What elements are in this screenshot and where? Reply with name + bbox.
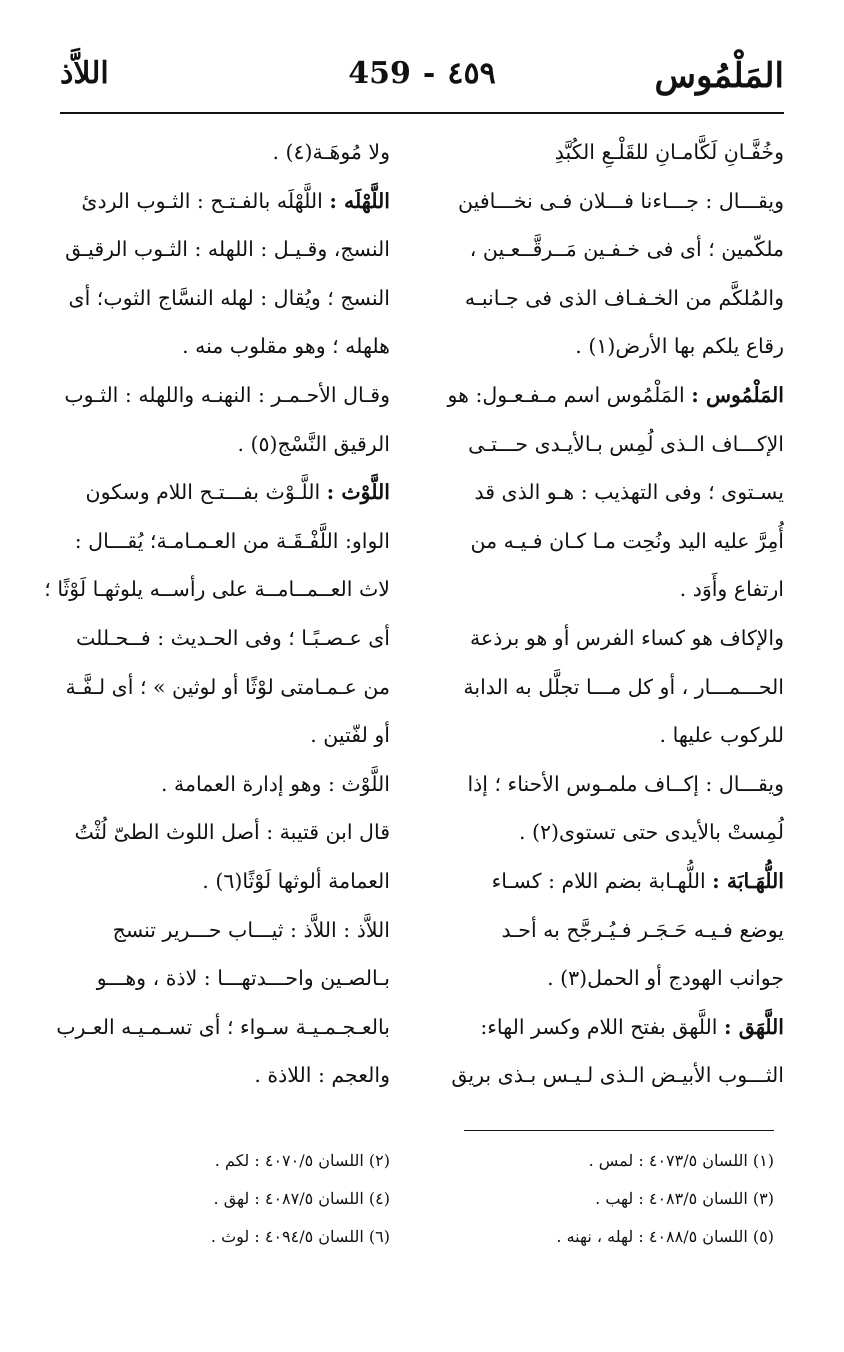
text-line: [50, 322, 390, 371]
text-line: [444, 1051, 784, 1100]
page-number-dash: -: [422, 56, 436, 91]
line-text: والإكاف هو كساء الفرس أو هو برذعة: [470, 625, 784, 650]
line-text: بـالصـين واحـــدتهـــا : لاذة ، وهـــو: [96, 966, 390, 991]
line-text: لُمِستْ بالأيدى حتى تستوى(٢) .: [518, 820, 784, 845]
text-line: [444, 468, 784, 517]
line-text: يوضع فـيـه حَـجَـر فـيُـرجَّح به أحـد: [501, 917, 784, 942]
right-column: [444, 128, 784, 1100]
text-line: [444, 1003, 784, 1052]
line-text: اللَّوْث : وهو إدارة العمامة .: [161, 771, 390, 796]
line-text: اللُّهـابة بضم اللام : كسـاء: [491, 868, 713, 893]
line-text: والمُلكَّم من الخـفـاف الذى فى جـانبـه: [464, 285, 784, 310]
text-line: [50, 614, 390, 663]
entry-headword: اللَّوْث :: [326, 480, 390, 505]
line-text: الإكـــاف الـذى لُمِس بـالأيـدى حـــتـى: [468, 431, 784, 456]
text-line: [50, 1051, 390, 1100]
footnote: (٣) اللسان ٤٠٨٣/٥ : لهب .: [595, 1189, 774, 1208]
text-line: [444, 857, 784, 906]
line-text: اللَّهْلَه بالفـتـح : الثـوب الردئ: [81, 188, 330, 213]
line-text: أُمِرَّ عليه اليد ونُحِت مـا كـان فـيـه من: [470, 528, 784, 553]
text-line: [444, 614, 784, 663]
line-text: ارتفاع وأَوَد .: [679, 577, 784, 602]
footnote: (٢) اللسان ٤٠٧٠/٥ : لكم .: [214, 1151, 390, 1170]
line-text: الرقيق النَّسْج(٥) .: [237, 431, 390, 456]
page-header: [60, 48, 784, 108]
line-text: للركوب عليها .: [659, 723, 784, 748]
text-line: [444, 906, 784, 955]
text-line: [444, 663, 784, 712]
footnotes-right: [444, 1142, 774, 1256]
text-line: [444, 808, 784, 857]
line-text: أى عـصـبًـا ؛ وفى الحـديث : فــحـللت: [75, 625, 390, 650]
line-text: ملكّمين ؛ أى فى خـفـين مَــرقَّــعـين ،: [469, 237, 784, 262]
line-text: العمامة ألوثها لَوْثًا(٦) .: [202, 868, 390, 893]
text-line: [444, 128, 784, 177]
entry-headword: اللَّهَق :: [724, 1014, 784, 1039]
text-line: [50, 371, 390, 420]
line-text: اللاَّذ : اللاَّذ : ثيـــاب حـــرير تنسج: [112, 917, 390, 942]
text-line: [50, 760, 390, 809]
text-line: [50, 954, 390, 1003]
line-text: وقـال الأحـمـر : النهنـه واللهله : الثـوب: [64, 382, 390, 407]
page-number-latin: 459: [348, 56, 411, 91]
line-text: اللَّـوْث بفـــتـح اللام وسكون: [85, 480, 327, 505]
text-line: [50, 808, 390, 857]
line-text: النسج ؛ ويُقال : لهله النسَّاج الثوب؛ أى: [68, 285, 390, 310]
footnotes-left: [60, 1142, 390, 1256]
footnote: (١) اللسان ٤٠٧٣/٥ : لمس .: [588, 1151, 774, 1170]
text-line: [50, 663, 390, 712]
header-last-word: اللاَّذ: [60, 56, 109, 91]
footnote: (٥) اللسان ٤٠٨٨/٥ : لهله ، نهنه .: [556, 1227, 774, 1246]
text-line: [50, 274, 390, 323]
line-text: النسج، وقـيـل : اللهله : الثـوب الرقيـق: [65, 237, 390, 262]
line-text: الثـــوب الأبيـض الـذى لـيـس بـذى بريق: [451, 1063, 784, 1088]
text-line: [444, 420, 784, 469]
line-text: بالعـجـمـيـة سـواء ؛ أى تسـمـيـه العـرب: [56, 1014, 390, 1039]
line-text: جوانب الهودج أو الحمل(٣) .: [547, 966, 784, 991]
footnote: (٤) اللسان ٤٠٨٧/٥ : لهق .: [213, 1189, 390, 1208]
text-line: [50, 517, 390, 566]
page-number-arabic: ٤٥٩: [447, 56, 496, 91]
line-text: المَلْمُوس اسم مـفـعـول: هو: [447, 382, 692, 407]
header-rule: [60, 112, 784, 114]
text-line: [50, 1003, 390, 1052]
line-text: ولا مُوهَـة(٤) .: [272, 140, 390, 164]
line-text: والعجم : اللاذة .: [254, 1063, 390, 1088]
line-text: قال ابن قتيبة : أصل اللوث الطىّ لُثْتُ: [74, 820, 390, 845]
text-line: [444, 274, 784, 323]
text-line: [444, 565, 784, 614]
page-number: [342, 56, 501, 91]
line-text: الحـــمـــار ، أو كل مـــا تجلَّل به الدابة: [463, 674, 784, 699]
text-line: [50, 906, 390, 955]
footnote-rule: [464, 1130, 774, 1131]
text-line: [50, 420, 390, 469]
line-text: اللَّهق بفتح اللام وكسر الهاء:: [480, 1014, 725, 1039]
text-line: [444, 225, 784, 274]
text-line: [50, 225, 390, 274]
line-text: وخُفَّـانِ لَكَّامـانِ للقَلْـعِ الكُبَّدِ: [554, 140, 784, 164]
line-text: هلهله ؛ وهو مقلوب منه .: [182, 334, 390, 359]
line-text: أو لفّتين .: [310, 723, 390, 748]
text-line: [44, 565, 390, 614]
entry-headword: اللَّهْلَه :: [329, 188, 390, 213]
text-line: [50, 128, 390, 177]
text-line: [444, 322, 784, 371]
line-text: من عـمـامتى لوْثًا أو لوثين » ؛ أى لـفَّـة: [65, 674, 390, 699]
entry-headword: اللُّهَـابَة :: [712, 868, 784, 893]
line-text: الواو: اللَّفْـقَـة من العـمـامـة؛ يُقـــال :: [74, 528, 390, 553]
left-column: [44, 128, 390, 1100]
text-line: [50, 857, 390, 906]
text-line: [444, 371, 784, 420]
text-line: [444, 760, 784, 809]
text-line: [444, 177, 784, 226]
text-line: [50, 177, 390, 226]
footnote: (٦) اللسان ٤٠٩٤/٥ : لوث .: [210, 1227, 390, 1246]
line-text: يسـتوى ؛ وفى التهذيب : هـو الذى قد: [474, 480, 784, 505]
text-line: [50, 468, 390, 517]
text-line: [444, 954, 784, 1003]
line-text: ويقـــال : جـــاءنا فـــلان فـى نخـــافين: [458, 188, 784, 213]
text-line: [444, 517, 784, 566]
line-text: لاث العــمــامــة على رأســه يلوثهـا لَوْثًا ؛: [44, 577, 390, 602]
header-entry-word: المَلْمُوس: [654, 56, 784, 96]
entry-headword: المَلْمُوس :: [691, 382, 784, 407]
line-text: ويقـــال : إكــاف ملمـوس الأحناء ؛ إذا: [467, 771, 784, 796]
text-line: [50, 711, 390, 760]
line-text: رقاع يلكم بها الأرض(١) .: [575, 334, 784, 359]
text-line: [444, 711, 784, 760]
